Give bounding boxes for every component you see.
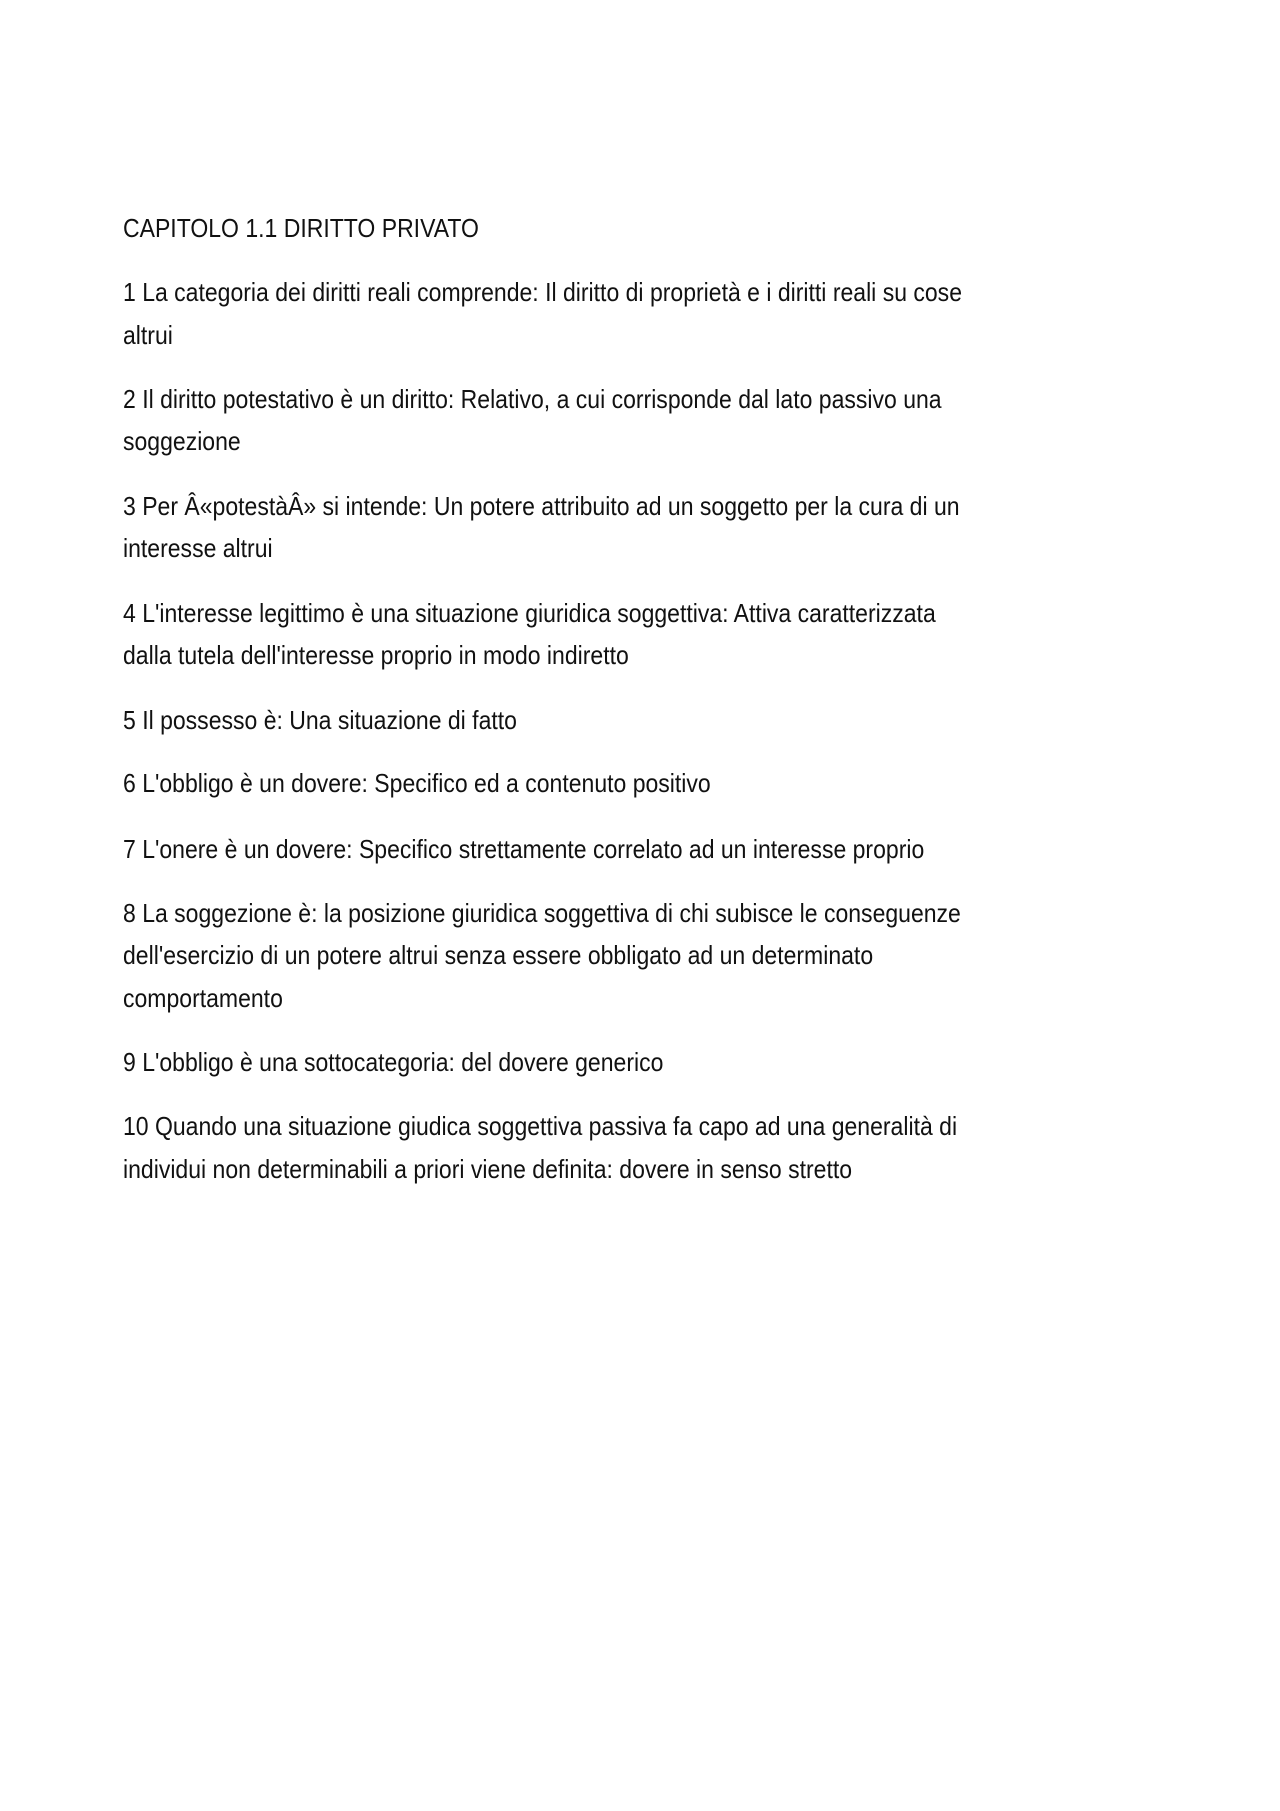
question-line: dalla tutela dell'interesse proprio in modo indiretto xyxy=(123,640,629,670)
question-line: 8 La soggezione è: la posizione giuridica soggettiva di chi subisce le conseguenze xyxy=(123,898,961,928)
question-line: 2 Il diritto potestativo è un diritto: Relativo, a cui corrisponde dal lato passivo una xyxy=(123,384,942,414)
question-line: altrui xyxy=(123,320,173,350)
question-line: comportamento xyxy=(123,983,283,1013)
question-line: soggezione xyxy=(123,426,241,456)
question-line: 4 L'interesse legittimo è una situazione giuridica soggettiva: Attiva caratterizzata xyxy=(123,598,936,628)
question-line: individui non determinabili a priori viene definita: dovere in senso stretto xyxy=(123,1154,853,1184)
question-line: 3 Per Â«potestàÂ» si intende: Un potere attribuito ad un soggetto per la cura di un xyxy=(123,491,960,521)
question-line: dell'esercizio di un potere altrui senza essere obbligato ad un determinato xyxy=(123,940,874,970)
question-line: 9 L'obbligo è una sottocategoria: del dovere generico xyxy=(123,1047,664,1077)
document-title: CAPITOLO 1.1 DIRITTO PRIVATO xyxy=(123,213,479,243)
question-line: 7 L'onere è un dovere: Specifico strettamente correlato ad un interesse proprio xyxy=(123,834,925,864)
question-line: 10 Quando una situazione giudica soggettiva passiva fa capo ad una generalità di xyxy=(123,1111,958,1141)
question-line: interesse altrui xyxy=(123,533,273,563)
question-line: 5 Il possesso è: Una situazione di fatto xyxy=(123,705,517,735)
question-line: 1 La categoria dei diritti reali comprende: Il diritto di proprietà e i diritti reali su cose xyxy=(123,277,962,307)
question-line: 6 L'obbligo è un dovere: Specifico ed a contenuto positivo xyxy=(123,768,711,798)
